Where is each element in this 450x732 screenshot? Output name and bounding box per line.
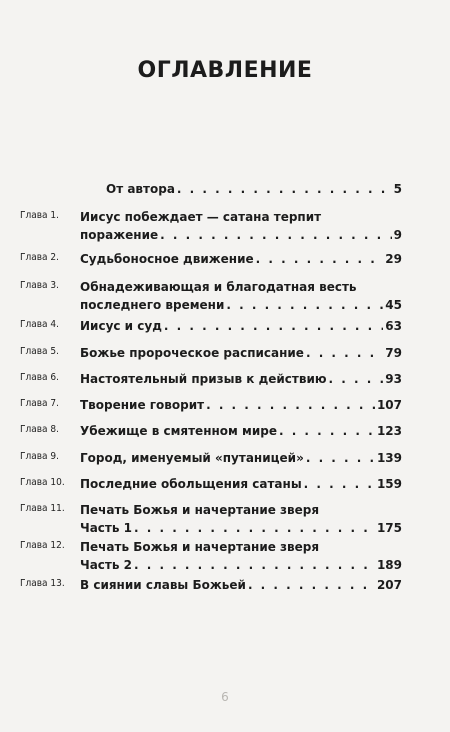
leader-dots	[134, 556, 375, 574]
chapter-label: Глава 12.	[20, 540, 65, 551]
leader-dots	[177, 180, 392, 198]
chapter-label: Глава 10.	[20, 477, 65, 488]
leader-dots	[329, 370, 384, 388]
entry-title: Судьбоносное движение	[80, 252, 254, 266]
page-number: 5	[393, 182, 402, 196]
entry-title-line: Иисус побеждает — сатана терпит	[80, 210, 322, 224]
chapter-label: Глава 1.	[20, 210, 60, 221]
page-number: 139	[376, 451, 402, 465]
entry-title-line: Часть 1	[80, 521, 132, 535]
entry-title-line: поражение	[80, 228, 159, 242]
entry-title-line: последнего времени	[80, 298, 225, 312]
page-number: 9	[393, 228, 402, 242]
entry-title-line: Печать Божья и начертание зверя	[80, 503, 320, 517]
page-number: 107	[376, 398, 402, 412]
entry-title: Творение говорит	[80, 398, 205, 412]
leader-dots	[248, 576, 375, 594]
page-number: 159	[376, 477, 402, 491]
leader-dots	[134, 519, 375, 537]
chapter-label: Глава 6.	[20, 372, 60, 383]
entry-title: Иисус и суд	[80, 319, 162, 333]
entry-title: От автора	[106, 182, 175, 196]
chapter-label: Глава 3.	[20, 280, 60, 291]
page-title: ОГЛАВЛЕНИЕ	[137, 58, 313, 83]
leader-dots	[304, 475, 375, 493]
chapter-label: Глава 11.	[20, 503, 65, 514]
leader-dots	[256, 250, 384, 268]
chapter-label: Глава 7.	[20, 398, 60, 409]
entry-title-line: Обнадеживающая и благодатная весть	[80, 280, 357, 294]
page-number: 175	[376, 521, 402, 535]
page-number: 189	[376, 558, 402, 572]
chapter-label: Глава 5.	[20, 346, 60, 357]
page-number: 29	[385, 252, 402, 266]
leader-dots	[306, 449, 375, 467]
leader-dots	[164, 317, 383, 335]
page-number: 123	[376, 424, 402, 438]
entry-title: Последние обольщения сатаны	[80, 477, 302, 491]
entry-title: Настоятельный призыв к действию	[80, 372, 327, 386]
page-number: 63	[385, 319, 402, 333]
chapter-label: Глава 13.	[20, 578, 65, 589]
entry-title: Город, именуемый «путаницей»	[80, 451, 304, 465]
chapter-label: Глава 8.	[20, 424, 60, 435]
page-number: 93	[385, 372, 402, 386]
page-number: 79	[385, 346, 402, 360]
page-number: 207	[376, 578, 402, 592]
page-number: 45	[385, 298, 402, 312]
entry-title: В сиянии славы Божьей	[80, 578, 246, 592]
chapter-label: Глава 9.	[20, 451, 60, 462]
chapter-label: Глава 4.	[20, 319, 60, 330]
footer-page-number: 6	[221, 690, 229, 704]
entry-title-line: Печать Божья и начертание зверя	[80, 540, 320, 554]
entry-title-line: Часть 2	[80, 558, 132, 572]
leader-dots	[160, 226, 392, 244]
entry-title: Убежище в смятенном мире	[80, 424, 277, 438]
entry-title: Божье пророческое расписание	[80, 346, 304, 360]
leader-dots	[206, 396, 375, 414]
leader-dots	[306, 344, 383, 362]
leader-dots	[226, 296, 383, 314]
chapter-label: Глава 2.	[20, 252, 60, 263]
leader-dots	[279, 422, 375, 440]
